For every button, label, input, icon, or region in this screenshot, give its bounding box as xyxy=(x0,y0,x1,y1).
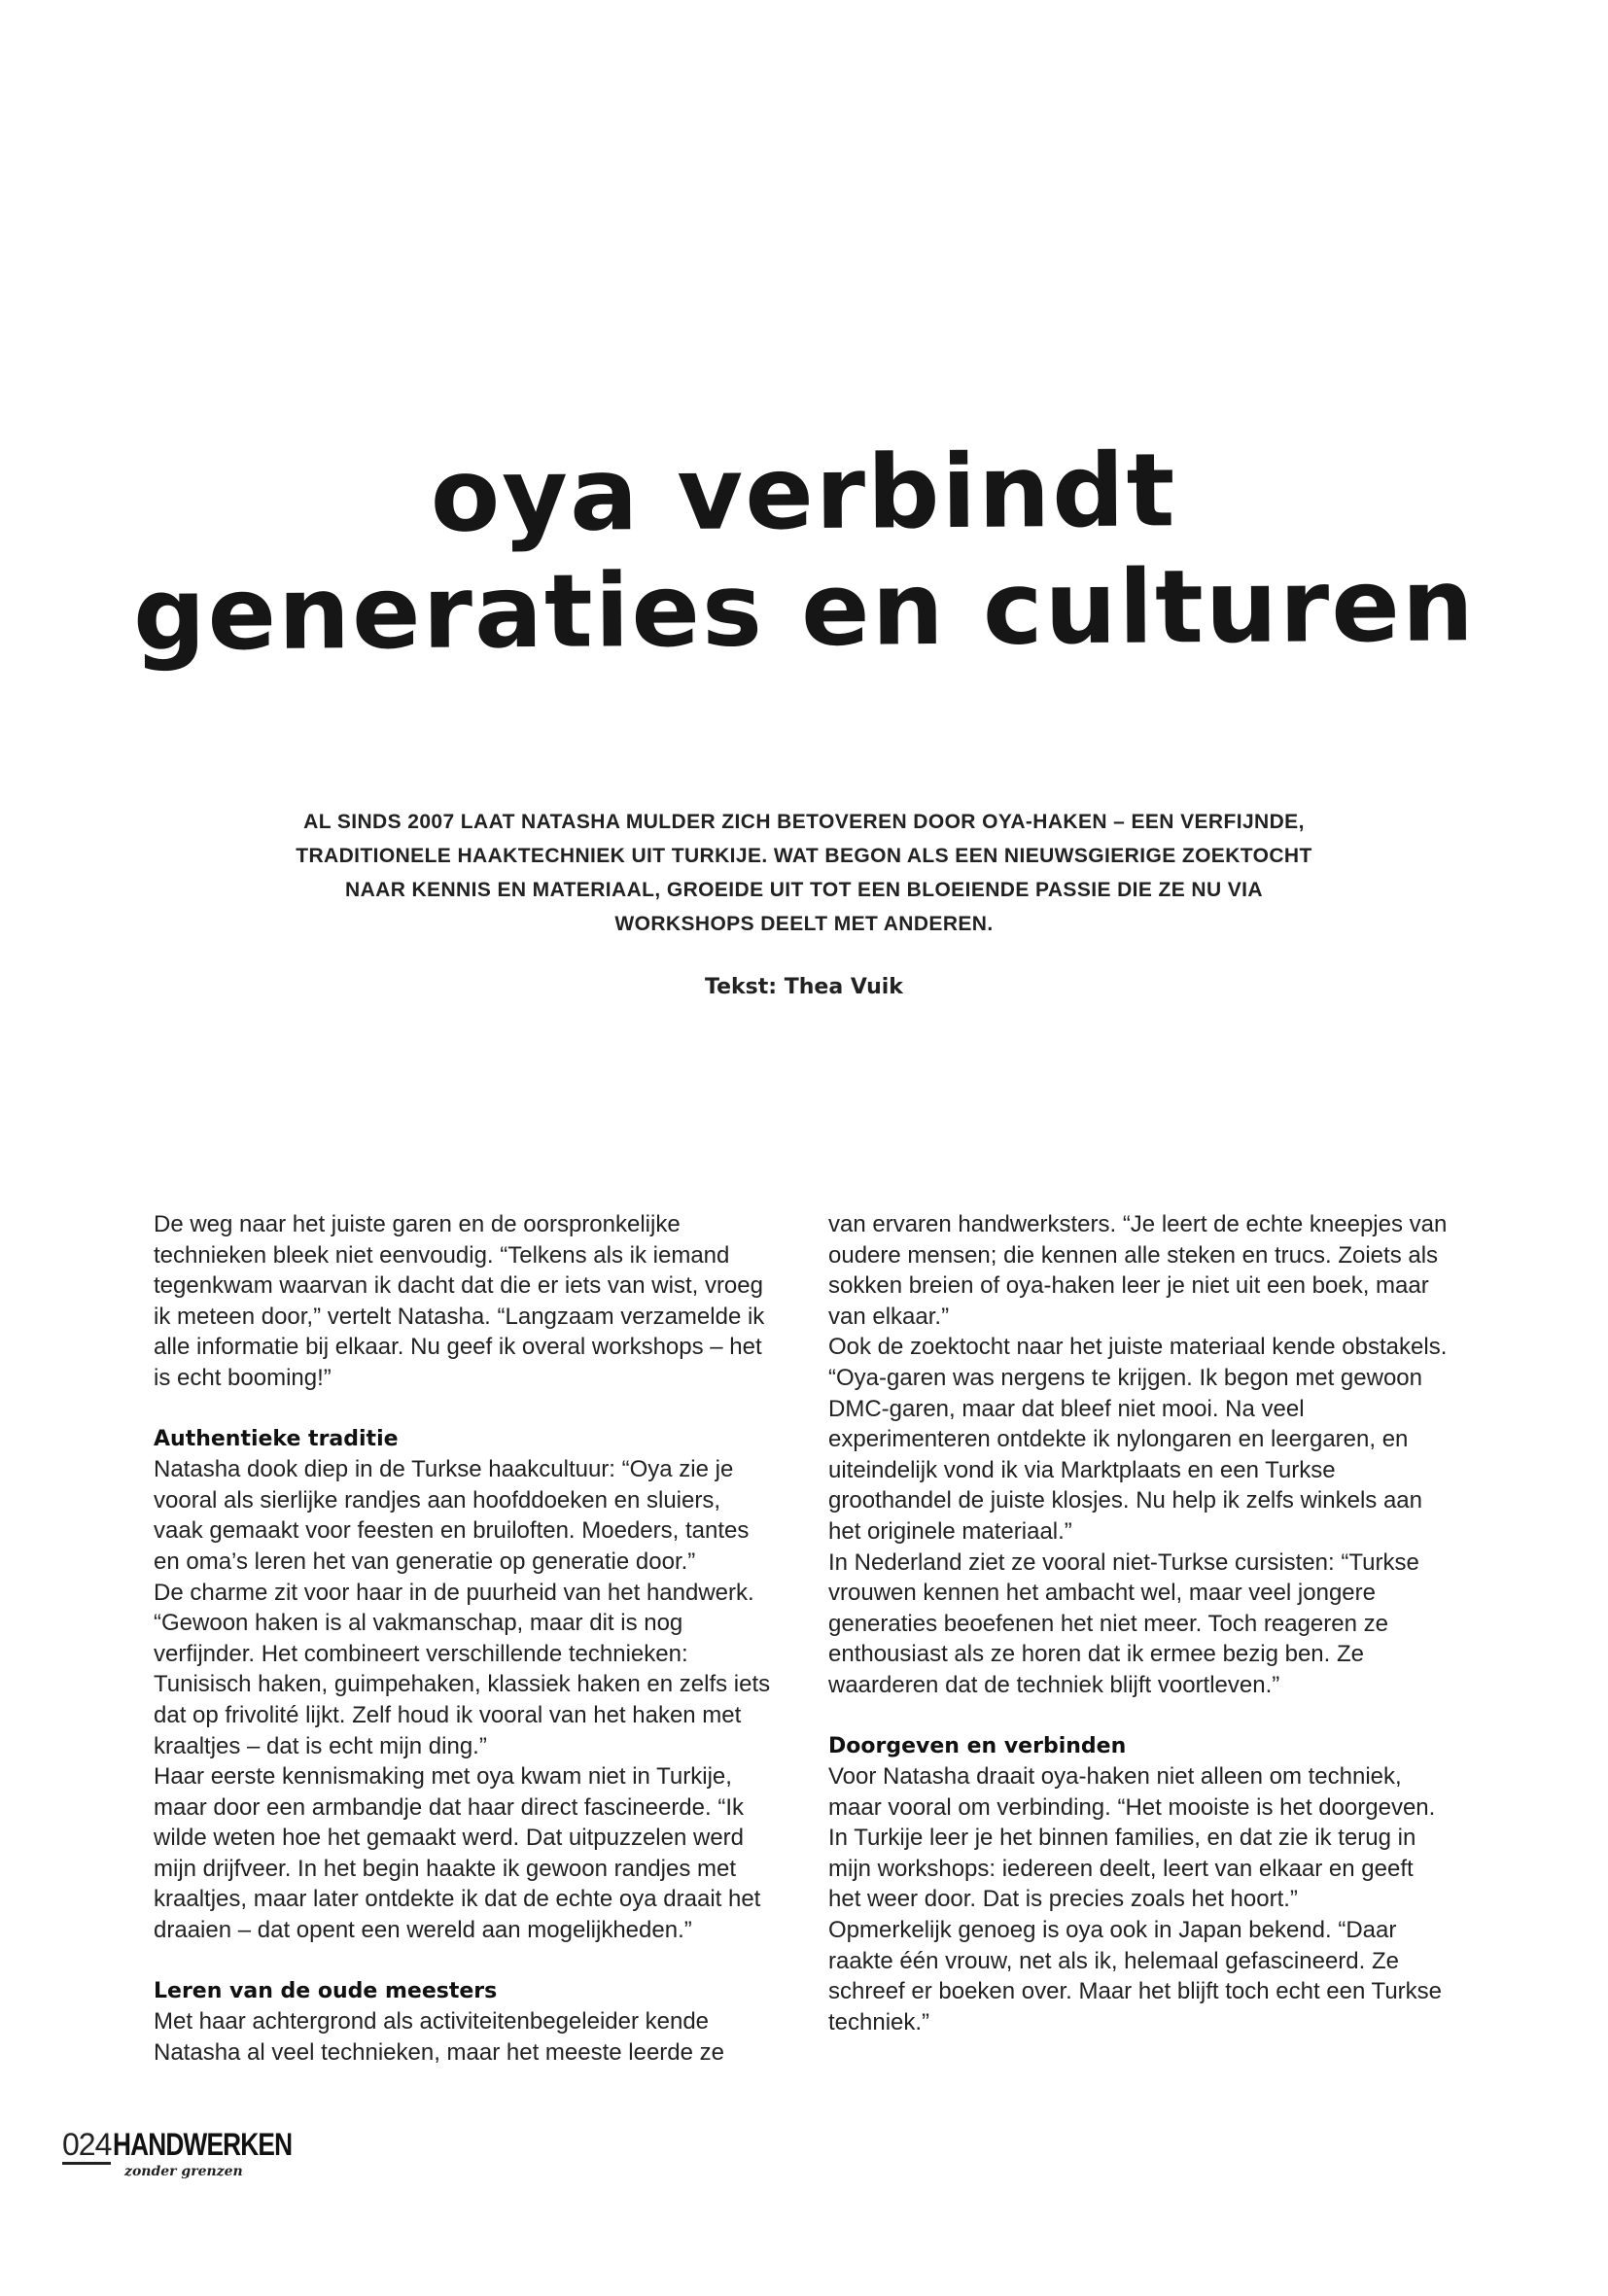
paragraph: Haar eerste kennismaking met oya kwam niet in Turkije, maar door een armbandje dat haar direct fascineerde. “Ik wilde weten hoe het gemaakt werd. Dat uitpuzzelen werd mijn drijfveer. In het begin haakte ik gewoon randjes met kraaltjes, maar later ontdekte ik dat de echte oya draait het draaien – dat opent een wereld aan mogelijkheden.” xyxy=(154,1763,761,1944)
paragraph: Opmerkelijk genoeg is oya ook in Japan bekend. “Daar raakte één vrouw, net als ik, helemaal gefascineerd. Ze schreef er boeken over. Maar het blijft toch echt een Turkse techniek.” xyxy=(828,1917,1443,2035)
paragraph: Ook de zoektocht naar het juiste materiaal kende obstakels. “Oya-garen was nergens te krijgen. Ik begon met gewoon DMC-garen, maar dat bleef niet mooi. Na veel experimenteren ontdekte ik nylongaren en leergaren, en uiteindelijk vond ik via Marktplaats en een Turkse groothandel de juiste klosjes. Nu help ik zelfs winkels aan het originele materiaal.” xyxy=(828,1334,1448,1545)
right-column xyxy=(828,1209,1451,2037)
paragraph: De weg naar het juiste garen en de oorspronkelijke technieken bleek niet eenvoudig. “Telkens als ik iemand tegenkwam waarvan ik dacht dat die er iets van wist, vroeg ik meteen door,” vertelt Natasha. “Langzaam verzamelde ik alle informatie bij elkaar. Nu geef ik overal workshops – het is echt booming!” xyxy=(154,1211,765,1391)
subheading-authentieke-traditie: Authentieke traditie xyxy=(154,1426,399,1451)
paragraph: van ervaren handwerksters. “Je leert de echte kneepjes van oudere mensen; die kennen alle steken en trucs. Zoiets als sokken breien of oya-haken leer je niet uit een boek, maar van elkaar.” xyxy=(828,1211,1448,1330)
paragraph: De charme zit voor haar in de puurheid van het handwerk. “Gewoon haken is al vakmanschap, maar dit is nog verfijnder. Het combineert verschillende technieken: Tunisisch haken, guimpehaken, klassiek haken en zelfs iets dat op frivolité lijkt. Zelf houd ik vooral van het haken met kraaltjes – dat is echt mijn ding.” xyxy=(154,1579,771,1759)
magazine-tagline: zonder grenzen xyxy=(124,2164,243,2179)
title-line-1: oya verbindt xyxy=(430,431,1177,555)
paragraph: Natasha dook diep in de Turkse haakcultuur: “Oya zie je vooral als sierlijke randjes aan hoofddoeken en sluiers, vaak gemaakt voor feesten en bruiloften. Moeders, tantes en oma’s leren het van generatie op generatie door.” xyxy=(154,1456,750,1575)
subheading-doorgeven-en-verbinden: Doorgeven en verbinden xyxy=(828,1733,1127,1758)
article-title xyxy=(96,431,1512,673)
paragraph: In Nederland ziet ze vooral niet-Turkse cursisten: “Turkse vrouwen kennen het ambacht wel, maar veel jongere generaties beoefenen het niet meer. Toch reageren ze enthousiast als ze horen dat ik ermee bezig ben. Ze waarderen dat de techniek blijft voortleven.” xyxy=(828,1548,1419,1698)
page-footer xyxy=(62,2127,332,2179)
title-line-2: generaties en culturen xyxy=(132,544,1477,674)
byline: Tekst: Thea Vuik xyxy=(705,975,903,999)
paragraph: Voor Natasha draait oya-haken niet alleen om techniek, maar vooral om verbinding. “Het mooiste is het doorgeven. In Turkije leer je het binnen families, en dat zie ik terug in mijn workshops: iedereen deelt, leert van elkaar en geeft het weer door. Dat is precies zoals het hoort.” xyxy=(828,1763,1436,1913)
magazine-name: HANDWERKEN xyxy=(113,2127,293,2162)
page-number: 024 xyxy=(62,2127,111,2165)
left-column xyxy=(154,1209,776,2068)
paragraph: Met haar achtergrond als activiteitenbegeleider kende Natasha al veel technieken, maar het meeste leerde ze xyxy=(154,2008,725,2066)
subheading-leren-van-de-oude-meesters: Leren van de oude meesters xyxy=(154,1978,498,2003)
intro-paragraph: AL SINDS 2007 LAAT NATASHA MULDER ZICH BETOVEREN DOOR OYA-HAKEN – EEN VERFIJNDE, TRADITIONELE HAAKTECHNIEK UIT TURKIJE. WAT BEGON ALS EEN NIEUWSGIERIGE ZOEKTOCHT NAAR KENNIS EN MATERIAAL, GROEIDE UIT TOT EEN BLOEIENDE PASSIE DIE ZE NU VIA WORKSHOPS DEELT MET ANDEREN. xyxy=(296,811,1312,935)
